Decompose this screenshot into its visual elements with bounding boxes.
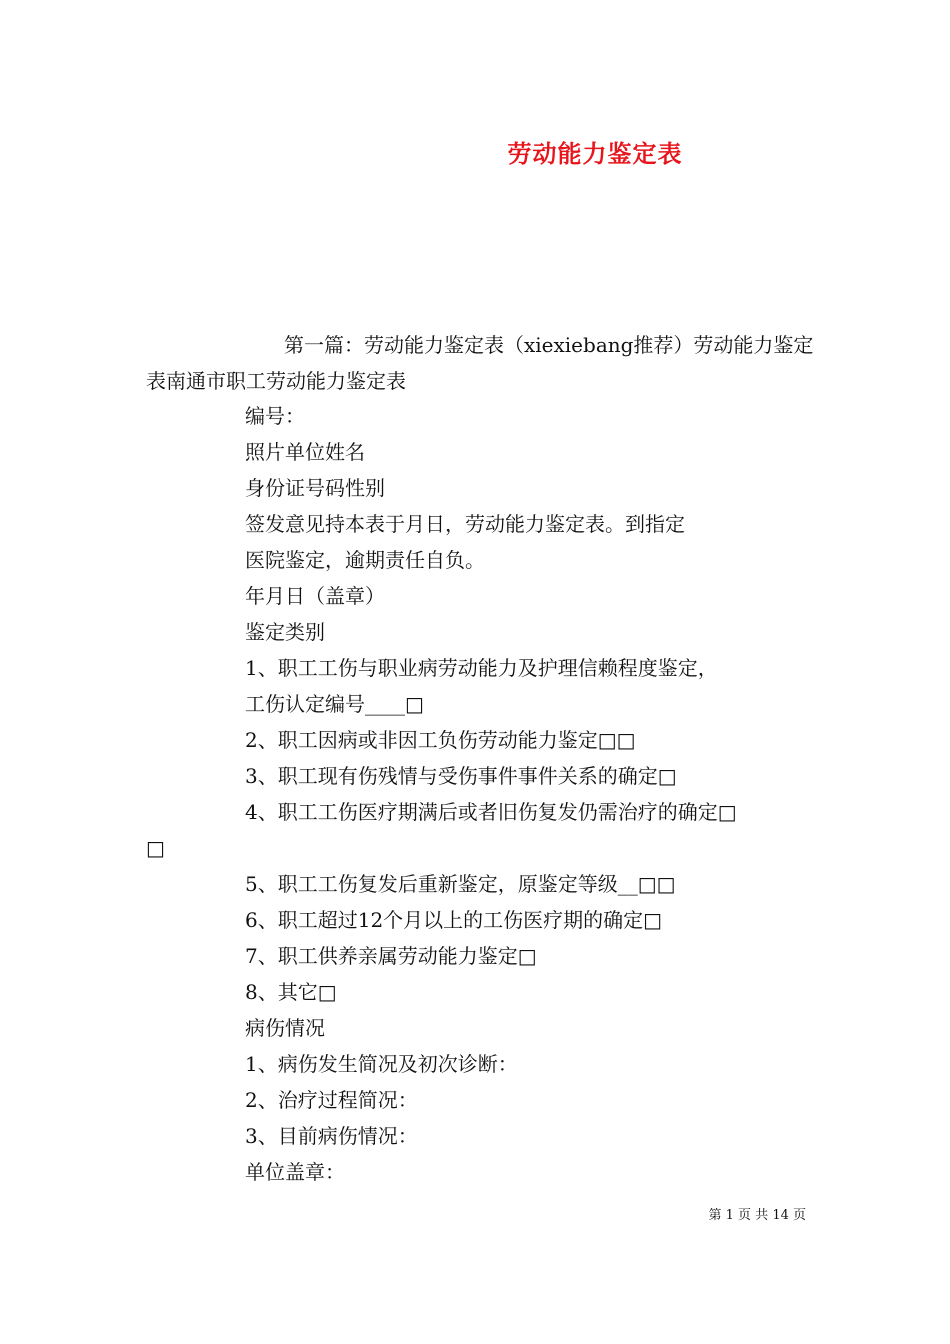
line-photo-unit-name: 照片单位姓名 <box>245 440 365 464</box>
intro-paragraph: 第一篇：劳动能力鉴定表（xiexiebang推荐）劳动能力鉴定表南通市职工劳动能力鉴定表 <box>146 333 814 393</box>
form-lines <box>146 398 815 1190</box>
line-category-heading: 鉴定类别 <box>245 620 325 644</box>
line-hospital: 医院鉴定，逾期责任自负。 <box>245 548 485 572</box>
line-injury-1: 1、病伤发生简况及初次诊断： <box>245 1052 518 1076</box>
line-category-7: 7、职工供养亲属劳动能力鉴定□ <box>245 944 537 968</box>
line-id-gender: 身份证号码性别 <box>245 476 385 500</box>
line-category-3: 3、职工现有伤残情与受伤事件事件关系的确定□ <box>245 764 677 788</box>
page-footer: 第 1 页 共 14 页 <box>708 1208 806 1223</box>
line-category-1: 1、职工工伤与职业病劳动能力及护理信赖程度鉴定， <box>245 656 718 680</box>
line-injury-2: 2、治疗过程简况： <box>245 1088 418 1112</box>
line-category-4-tail: □ <box>146 836 165 860</box>
line-category-2: 2、职工因病或非因工负伤劳动能力鉴定□□ <box>245 728 636 752</box>
line-category-6: 6、职工超过12个月以上的工伤医疗期的确定□ <box>245 908 663 932</box>
line-category-5: 5、职工工伤复发后重新鉴定，原鉴定等级__□□ <box>245 872 676 896</box>
line-unit-seal: 单位盖章： <box>245 1160 345 1184</box>
line-injury-3: 3、目前病伤情况： <box>245 1124 418 1148</box>
line-injury-id: 工伤认定编号____□ <box>245 692 424 716</box>
line-number: 编号： <box>245 404 305 428</box>
line-category-8: 8、其它□ <box>245 980 337 1004</box>
line-issue-opinion: 签发意见持本表于月日，劳动能力鉴定表。到指定 <box>245 512 685 536</box>
line-date-seal: 年月日（盖章） <box>245 584 385 608</box>
document-title: 劳动能力鉴定表 <box>507 139 683 168</box>
line-injury-heading: 病伤情况 <box>245 1016 325 1040</box>
line-category-4: 4、职工工伤医疗期满后或者旧伤复发仍需治疗的确定□ <box>245 800 737 824</box>
